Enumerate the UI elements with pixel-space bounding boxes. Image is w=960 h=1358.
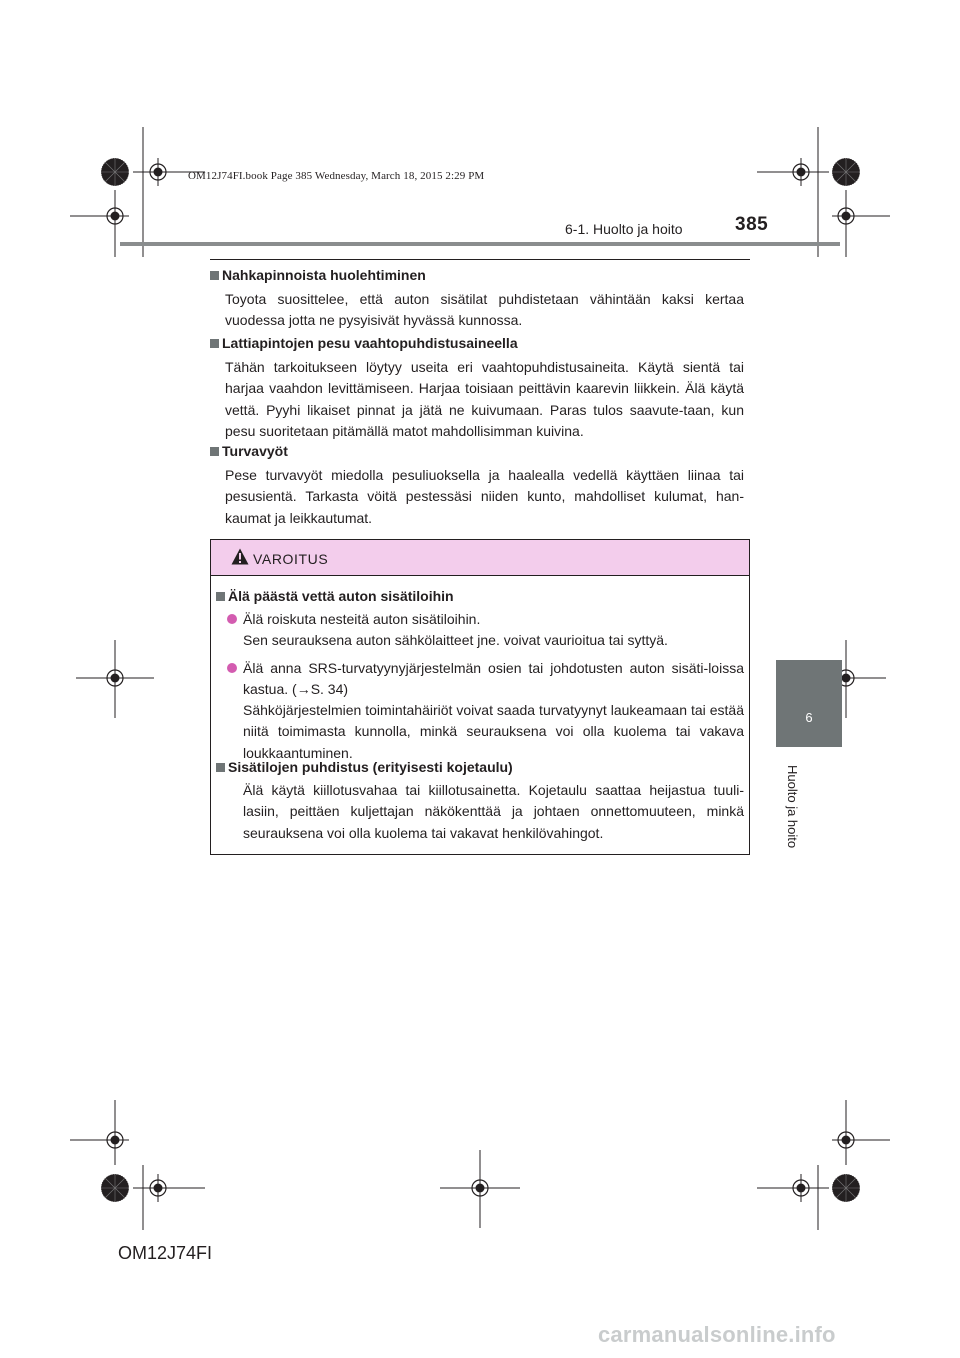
square-bullet-icon <box>210 339 219 348</box>
watermark: carmanualsonline.info <box>598 1322 836 1347</box>
document-code: OM12J74FI <box>118 1243 213 1263</box>
item-seat-belts <box>210 441 744 529</box>
header-rule <box>210 259 750 260</box>
round-bullet-icon <box>227 614 237 624</box>
square-bullet-icon <box>216 763 225 772</box>
item-title: Nahkapinnoista huolehtiminen <box>222 267 426 283</box>
warning-bullet-text: Älä anna SRS-turvatyynyjärjestelmän osien tai johdotusten auton sisäti-loissa kastua. (→S. 34) Sähköjärjestelmien toimintahäiriöt voivat saada turvatyynyt laukeamaan tai estää niitä toimimasta kunnolla, minkä seurauksena voi olla kuolema tai vakava loukkaantuminen. <box>243 659 744 761</box>
warning-bullet-text: Älä roiskuta nesteitä auton sisätiloihin. Sen seurauksena auton sähkölaitteet jne. voivat vaurioitua tai syttyä. <box>243 611 668 649</box>
warning-title: VAROITUS <box>253 551 329 567</box>
warning-box <box>210 539 750 855</box>
square-bullet-icon <box>210 271 219 280</box>
warning-triangle-icon <box>231 548 249 565</box>
warning-section-dashboard <box>216 757 744 844</box>
chapter-name: Huolto ja hoito <box>785 765 800 849</box>
square-bullet-icon <box>210 447 219 456</box>
item-text: Toyota suosittelee, että auton sisätilat puhdistetaan vähintään kaksi kertaa vuodessa jotta ne pysyisivät hyvässä kunnossa. <box>225 291 744 329</box>
warning-bullet <box>227 609 744 652</box>
square-bullet-icon <box>216 592 225 601</box>
section-title: 6-1. Huolto ja hoito <box>565 221 683 237</box>
chapter-number: 6 <box>805 710 813 725</box>
warning-header <box>211 540 749 576</box>
round-bullet-icon <box>227 663 237 673</box>
warning-section-text: Älä käytä kiillotusvahaa tai kiillotusainetta. Kojetaulu saattaa heijastua tuuli-lasiin, peittäen kuljettajan näkökenttää ja johtaen onnettomuuteen, minkä seurauksena voi olla kuolema tai vakavat henkilövahingot. <box>243 782 744 841</box>
item-title: Turvavyöt <box>222 443 288 459</box>
warning-bullet <box>227 658 744 764</box>
chapter-tab <box>776 660 842 747</box>
item-leather-care <box>210 265 744 332</box>
item-text: Pese turvavyöt miedolla pesuliuoksella ja haalealla vedellä käyttäen liinaa tai pesusientä. Tarkasta vöitä pestessäsi niiden kunto, mahdolliset kulumat, han-kaumat ja leikkautumat. <box>225 467 744 526</box>
page-number: 385 <box>735 214 769 235</box>
warning-section-title: Sisätilojen puhdistus (erityisesti kojetaulu) <box>228 759 513 775</box>
item-floor-foam-cleaning <box>210 333 744 442</box>
warning-section-water <box>216 586 744 764</box>
item-title: Lattiapintojen pesu vaahtopuhdistusaineella <box>222 335 518 351</box>
warning-section-title: Älä päästä vettä auton sisätiloihin <box>228 588 454 604</box>
item-text: Tähän tarkoitukseen löytyy useita eri vaahtopuhdistusaineita. Käytä sientä tai harjaa vaahdon levittämiseen. Harjaa toisiaan peittävin kaarevin liikkein. Älä käytä vettä. Pyyhi likaiset pinnat ja jätä ne kuivumaan. Paras tulos saavute-taan, kun pesu suoritetaan pitämällä matot mahdollisimman kuivina. <box>225 359 744 439</box>
header-bar <box>120 242 840 246</box>
book-stamp: OM12J74FI.book Page 385 Wednesday, March 18, 2015 2:29 PM <box>188 170 485 182</box>
